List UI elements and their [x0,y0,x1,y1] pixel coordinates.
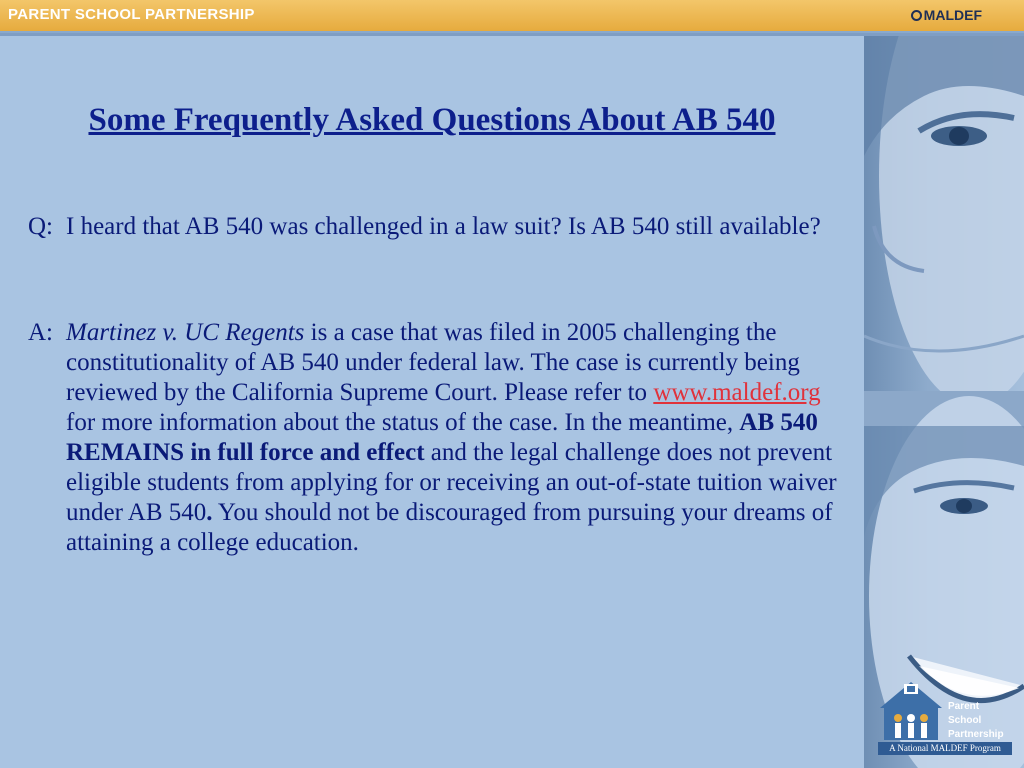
maldef-website-link[interactable]: www.maldef.org [653,379,821,406]
answer-prefix: A: [28,319,53,346]
logo-tagline: A National MALDEF Program [878,742,1012,755]
answer-text-part-2: for more information about the status of the case. In the meantime, [66,409,740,436]
maldef-logo [911,7,982,23]
students-photo-graphic [864,36,1024,768]
schoolhouse-icon [876,680,946,742]
students-photo [864,36,1024,768]
logo-line-parent: Parent [948,701,980,712]
answer-bold-period: . [206,499,213,526]
case-name: Martinez v. UC Regents [66,319,305,346]
logo-line-school: School [948,715,982,726]
answer-text [66,318,838,558]
remains-in-force-statement: AB 540 REMAINS in full force and effect [66,409,818,466]
page-title: Some Frequently Asked Questions About AB 540 [88,102,776,138]
answer-text-part-3: and the legal challenge does not prevent eligible students from applying for or receiving an out-of-state tuition waiver under AB 540 [66,439,837,526]
maldef-emblem-icon [911,10,922,21]
header-bar [0,0,1024,33]
question-text: I heard that AB 540 was challenged in a law suit? Is AB 540 still available? [66,213,821,240]
answer-text-part-1: is a case that was filed in 2005 challenging the constitutionality of AB 540 under federal law. The case is currently being reviewed by the California Supreme Court. Please refer to [66,319,800,406]
question-block [28,212,838,242]
maldef-label: MALDEF [923,7,982,23]
answer-block [28,318,838,558]
parent-school-partnership-logo [876,680,1016,760]
question-prefix: Q: [28,213,53,240]
logo-line-partnership: Partnership [948,729,1004,740]
logo-words [948,700,1004,742]
answer-text-part-4: You should not be discouraged from pursuing your dreams of attaining a college education. [66,499,833,556]
brand-title: PARENT SCHOOL PARTNERSHIP [8,6,255,23]
